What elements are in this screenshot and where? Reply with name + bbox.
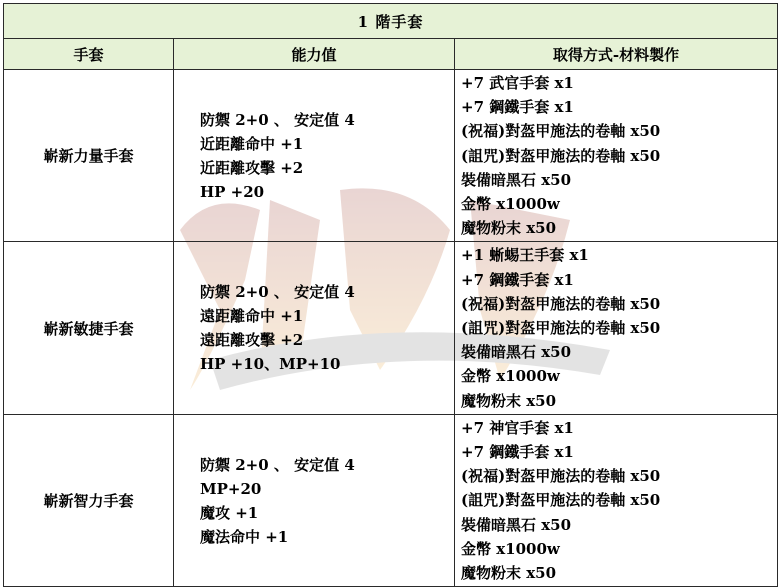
material-line: +7 鋼鐵手套 x1 (461, 443, 574, 462)
material-line: +7 鋼鐵手套 x1 (461, 98, 574, 117)
stat-line: 遠距離命中 +1 (200, 307, 304, 326)
material-line: 金幣 x1000w (461, 539, 560, 558)
material-line: +7 武官手套 x1 (461, 74, 574, 92)
stat-line: 魔攻 +1 (200, 503, 259, 522)
material-line: (詛咒)對盔甲施法的卷軸 x50 (461, 491, 661, 510)
glove-materials (455, 242, 778, 414)
material-line: 魔物粉末 x50 (461, 391, 557, 410)
material-line: 裝備暗黑石 x50 (461, 170, 572, 189)
column-header-stats: 能力值 (174, 39, 455, 70)
material-line: (詛咒)對盔甲施法的卷軸 x50 (461, 319, 661, 338)
stat-line: 遠距離攻擊 +2 (200, 331, 304, 350)
stat-line: 近距離攻擊 +2 (200, 158, 304, 177)
stat-line: HP +10、MP+10 (200, 355, 341, 374)
stat-line: MP+20 (200, 479, 262, 498)
material-line: +7 神官手套 x1 (461, 418, 574, 437)
stat-line: HP +20 (200, 182, 265, 201)
material-line: +1 蜥蜴王手套 x1 (461, 246, 589, 265)
table-title: 1 階手套 (4, 4, 778, 39)
stat-line: 防禦 2+0 、 安定值 4 (200, 455, 355, 474)
column-header-materials: 取得方式-材料製作 (455, 39, 778, 70)
glove-name: 嶄新敏捷手套 (4, 242, 174, 414)
material-line: 金幣 x1000w (461, 367, 560, 386)
glove-stats (174, 414, 455, 586)
glove-name: 嶄新智力手套 (4, 414, 174, 586)
material-line: 魔物粉末 x50 (461, 564, 557, 583)
material-line: 裝備暗黑石 x50 (461, 343, 572, 362)
material-line: +7 鋼鐵手套 x1 (461, 270, 574, 289)
material-line: (詛咒)對盔甲施法的卷軸 x50 (461, 146, 661, 165)
material-line: 金幣 x1000w (461, 195, 560, 214)
stat-line: 魔法命中 +1 (200, 527, 289, 546)
stat-line: 防禦 2+0 、 安定值 4 (200, 110, 355, 129)
material-line: (祝福)對盔甲施法的卷軸 x50 (461, 122, 661, 141)
glove-stats (174, 70, 455, 242)
glove-materials (455, 414, 778, 586)
glove-stats (174, 242, 455, 414)
material-line: (祝福)對盔甲施法的卷軸 x50 (461, 467, 661, 486)
material-line: 魔物粉末 x50 (461, 219, 557, 238)
gloves-table (3, 3, 778, 587)
glove-name: 嶄新力量手套 (4, 70, 174, 242)
material-line: 裝備暗黑石 x50 (461, 515, 572, 534)
material-line: (祝福)對盔甲施法的卷軸 x50 (461, 294, 661, 313)
stat-line: 防禦 2+0 、 安定值 4 (200, 283, 355, 302)
table-row (4, 414, 778, 586)
glove-materials (455, 70, 778, 242)
column-header-glove: 手套 (4, 39, 174, 70)
table-row (4, 70, 778, 242)
stat-line: 近距離命中 +1 (200, 134, 304, 153)
table-row (4, 242, 778, 414)
